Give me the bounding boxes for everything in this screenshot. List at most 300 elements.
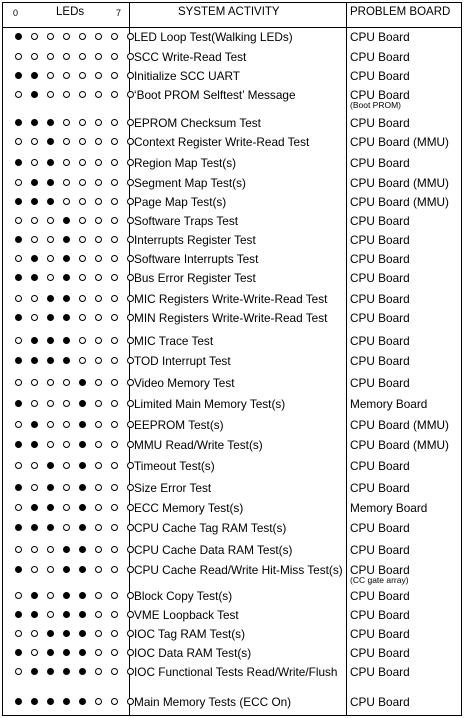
led-pattern (12, 136, 132, 149)
led-pattern (12, 253, 132, 266)
problem-board-cell: CPU Board (350, 589, 410, 603)
led-off-indicator (47, 274, 54, 281)
led-on-indicator (31, 668, 38, 675)
led-on-indicator (31, 255, 38, 262)
led-pattern (12, 647, 132, 660)
led-on-indicator (31, 179, 38, 186)
led-on-indicator (79, 546, 86, 553)
led-off-indicator (95, 668, 102, 675)
problem-board-cell: CPU Board (350, 156, 410, 170)
led-off-indicator (79, 179, 86, 186)
problem-board-cell: CPU Board (350, 608, 410, 622)
led-off-indicator (111, 255, 118, 262)
led-off-indicator (15, 217, 22, 224)
led-off-indicator (31, 566, 38, 573)
led-off-indicator (95, 138, 102, 145)
problem-board-note: (CC gate array) (350, 575, 409, 585)
led-off-indicator (79, 91, 86, 98)
led-pattern (12, 89, 132, 102)
led-off-indicator (111, 357, 118, 364)
led-off-indicator (47, 72, 54, 79)
led-off-indicator (127, 379, 134, 386)
led-pattern (12, 696, 132, 709)
system-activity-cell: Size Error Test (134, 481, 212, 495)
led-off-indicator (31, 379, 38, 386)
led-off-indicator (111, 337, 118, 344)
led-off-indicator (95, 179, 102, 186)
led-off-indicator (127, 441, 134, 448)
led-off-indicator (127, 274, 134, 281)
led-off-indicator (95, 314, 102, 321)
led-off-indicator (15, 337, 22, 344)
led-on-indicator (31, 72, 38, 79)
led-off-indicator (95, 159, 102, 166)
led-pattern (12, 355, 132, 368)
led-off-indicator (79, 337, 86, 344)
led-on-indicator (63, 274, 70, 281)
led-on-indicator (63, 668, 70, 675)
led-off-indicator (95, 546, 102, 553)
led-on-indicator (15, 441, 22, 448)
led-on-indicator (47, 179, 54, 186)
led-on-indicator (15, 274, 22, 281)
system-activity-cell: Context Register Write-Read Test (134, 135, 310, 149)
led-on-indicator (47, 462, 54, 469)
led-on-indicator (31, 611, 38, 618)
led-on-indicator (63, 649, 70, 656)
led-on-indicator (79, 441, 86, 448)
problem-board-cell: CPU Board (350, 563, 410, 577)
led-off-indicator (79, 274, 86, 281)
led-off-indicator (95, 236, 102, 243)
led-on-indicator (79, 592, 86, 599)
led-on-indicator (63, 611, 70, 618)
system-activity-cell: Interrupts Register Test (134, 233, 256, 247)
led-off-indicator (127, 179, 134, 186)
column-divider (346, 2, 347, 716)
led-off-indicator (63, 379, 70, 386)
led-off-indicator (127, 119, 134, 126)
led-off-indicator (47, 53, 54, 60)
led-off-indicator (31, 484, 38, 491)
led-off-indicator (111, 274, 118, 281)
led-on-indicator (47, 159, 54, 166)
led-off-indicator (127, 255, 134, 262)
led-off-indicator (31, 630, 38, 637)
problem-board-cell: CPU Board (350, 334, 410, 348)
problem-board-note: (Boot PROM) (350, 100, 402, 110)
system-activity-cell: Bus Error Register Test (134, 271, 256, 285)
led-pattern (12, 335, 132, 348)
led-off-indicator (47, 566, 54, 573)
led-off-indicator (95, 357, 102, 364)
led-off-indicator (79, 33, 86, 40)
led-off-indicator (31, 217, 38, 224)
led-off-indicator (15, 379, 22, 386)
system-activity-cell: MIN Registers Write-Write-Read Test (134, 311, 328, 325)
system-activity-cell: CPU Cache Data RAM Test(s) (134, 543, 293, 557)
led-on-indicator (47, 314, 54, 321)
led-off-indicator (47, 91, 54, 98)
led-off-indicator (47, 611, 54, 618)
led-pattern (12, 272, 132, 285)
led-off-indicator (15, 53, 22, 60)
problem-board-cell: CPU Board (350, 214, 410, 228)
led-off-indicator (63, 462, 70, 469)
led-on-indicator (47, 198, 54, 205)
led-off-indicator (63, 72, 70, 79)
led-off-indicator (63, 421, 70, 428)
system-activity-cell: Page Map Test(s) (134, 195, 227, 209)
led-pattern (12, 312, 132, 325)
system-activity-cell: IOC Functional Tests Read/Write/Flush (134, 665, 338, 679)
problem-board-cell: CPU Board (MMU) (350, 195, 449, 209)
led-off-indicator (95, 421, 102, 428)
system-activity-cell: TOD Interrupt Test (134, 354, 231, 368)
led-pattern (12, 234, 132, 247)
system-activity-cell: ECC Memory Test(s) (134, 501, 244, 515)
led-off-indicator (111, 236, 118, 243)
led-off-indicator (79, 217, 86, 224)
led-pattern (12, 564, 132, 577)
led-on-indicator (63, 217, 70, 224)
led-off-indicator (127, 33, 134, 40)
led-off-indicator (127, 504, 134, 511)
led-off-indicator (15, 179, 22, 186)
system-activity-cell: Initialize SCC UART (134, 69, 240, 83)
led-off-indicator (63, 33, 70, 40)
problem-board-cell: CPU Board (350, 521, 410, 535)
led-on-indicator (79, 504, 86, 511)
led-on-indicator (79, 379, 86, 386)
led-off-indicator (31, 649, 38, 656)
led-pattern (12, 215, 132, 228)
system-activity-cell: MMU Read/Write Test(s) (134, 438, 263, 452)
led-off-indicator (111, 504, 118, 511)
led-off-indicator (63, 179, 70, 186)
problem-board-cell: CPU Board (350, 646, 410, 660)
led-on-indicator (79, 524, 86, 531)
led-off-indicator (47, 592, 54, 599)
led-on-indicator (63, 236, 70, 243)
led-on-indicator (15, 484, 22, 491)
led-off-indicator (95, 504, 102, 511)
led-pattern (12, 544, 132, 557)
led-on-indicator (47, 337, 54, 344)
led-on-indicator (31, 698, 38, 705)
led-on-indicator (79, 462, 86, 469)
system-activity-cell: Segment Map Test(s) (134, 176, 246, 190)
problem-board-cell: CPU Board (350, 543, 410, 557)
problem-board-cell: Memory Board (350, 397, 428, 411)
led-on-indicator (31, 357, 38, 364)
led-on-indicator (31, 337, 38, 344)
led-off-indicator (95, 400, 102, 407)
led-off-indicator (111, 72, 118, 79)
led-off-indicator (79, 138, 86, 145)
leds-header: LEDs (56, 6, 85, 18)
led-on-indicator (15, 236, 22, 243)
led-off-indicator (63, 53, 70, 60)
led-off-indicator (111, 611, 118, 618)
led-on-indicator (63, 698, 70, 705)
system-activity-header: SYSTEM ACTIVITY (178, 6, 280, 18)
led-on-indicator (63, 566, 70, 573)
led-off-indicator (31, 53, 38, 60)
led-on-indicator (79, 611, 86, 618)
led-on-indicator (31, 91, 38, 98)
led-on-indicator (47, 649, 54, 656)
led-off-indicator (127, 314, 134, 321)
led-off-indicator (127, 198, 134, 205)
led-off-indicator (95, 462, 102, 469)
led-pattern (12, 502, 132, 515)
led-on-indicator (79, 668, 86, 675)
led-off-indicator (47, 255, 54, 262)
led-off-indicator (31, 462, 38, 469)
problem-board-cell: CPU Board (350, 311, 410, 325)
led-on-indicator (31, 198, 38, 205)
system-activity-cell: LED Loop Test(Walking LEDs) (134, 30, 293, 44)
led-off-indicator (15, 504, 22, 511)
led-on-indicator (47, 138, 54, 145)
led-off-indicator (95, 441, 102, 448)
led-off-indicator (127, 217, 134, 224)
led-off-indicator (95, 295, 102, 302)
led-on-indicator (15, 198, 22, 205)
problem-board-header: PROBLEM BOARD (350, 6, 451, 18)
led-off-indicator (63, 119, 70, 126)
led-on-indicator (31, 421, 38, 428)
led-off-indicator (111, 649, 118, 656)
system-activity-cell: IOC Tag RAM Test(s) (134, 627, 246, 641)
led-off-indicator (63, 138, 70, 145)
led-pattern (12, 482, 132, 495)
led-off-indicator (127, 484, 134, 491)
led-on-indicator (31, 119, 38, 126)
led-off-indicator (111, 33, 118, 40)
led-off-indicator (95, 217, 102, 224)
led-on-indicator (63, 314, 70, 321)
led-on-indicator (31, 524, 38, 531)
led-off-indicator (47, 33, 54, 40)
led-off-indicator (127, 400, 134, 407)
led-off-indicator (95, 274, 102, 281)
system-activity-cell: MIC Registers Write-Write-Read Test (134, 292, 328, 306)
led-off-indicator (47, 379, 54, 386)
led-off-indicator (127, 524, 134, 531)
led-off-indicator (79, 72, 86, 79)
led-on-indicator (63, 592, 70, 599)
led-on-indicator (15, 159, 22, 166)
system-activity-cell: SCC Write-Read Test (134, 50, 247, 64)
led-off-indicator (31, 236, 38, 243)
led-off-indicator (15, 138, 22, 145)
led-off-indicator (111, 314, 118, 321)
led-on-indicator (63, 255, 70, 262)
led-off-indicator (111, 441, 118, 448)
led-on-indicator (63, 357, 70, 364)
led-off-indicator (127, 72, 134, 79)
led-off-indicator (47, 441, 54, 448)
led-off-indicator (47, 217, 54, 224)
system-activity-cell: EPROM Checksum Test (134, 116, 261, 130)
led-off-indicator (111, 53, 118, 60)
led-pattern (12, 51, 132, 64)
led-off-indicator (63, 159, 70, 166)
led-off-indicator (15, 592, 22, 599)
led-off-indicator (95, 33, 102, 40)
led-off-indicator (111, 198, 118, 205)
led-off-indicator (95, 630, 102, 637)
led-off-indicator (95, 53, 102, 60)
led-on-indicator (63, 295, 70, 302)
led-off-indicator (127, 546, 134, 553)
led-pattern (12, 590, 132, 603)
led-off-indicator (31, 159, 38, 166)
led-off-indicator (63, 91, 70, 98)
led-on-indicator (31, 441, 38, 448)
led-off-indicator (111, 421, 118, 428)
system-activity-cell: Video Memory Test (134, 376, 235, 390)
led-off-indicator (127, 630, 134, 637)
led-off-indicator (111, 379, 118, 386)
led-off-indicator (79, 314, 86, 321)
system-activity-cell: CPU Cache Tag RAM Test(s) (134, 521, 287, 535)
led-off-indicator (47, 400, 54, 407)
led-pattern (12, 293, 132, 306)
system-activity-cell: CPU Cache Read/Write Hit-Miss Test(s) (134, 563, 343, 577)
led-off-indicator (15, 421, 22, 428)
problem-board-cell: CPU Board (350, 481, 410, 495)
led-off-indicator (15, 295, 22, 302)
led-off-indicator (127, 295, 134, 302)
system-activity-cell: Software Traps Test (134, 214, 239, 228)
led-off-indicator (127, 337, 134, 344)
led-off-indicator (111, 91, 118, 98)
led-off-indicator (95, 698, 102, 705)
led-off-indicator (63, 441, 70, 448)
led-off-indicator (95, 255, 102, 262)
led-off-indicator (127, 421, 134, 428)
led-off-indicator (63, 400, 70, 407)
led-off-indicator (95, 379, 102, 386)
problem-board-cell: CPU Board (350, 665, 410, 679)
led-off-indicator (95, 566, 102, 573)
led-on-indicator (79, 630, 86, 637)
led-off-indicator (95, 337, 102, 344)
problem-board-cell: CPU Board (350, 271, 410, 285)
problem-board-cell: CPU Board (350, 116, 410, 130)
led-off-indicator (111, 217, 118, 224)
led-off-indicator (127, 649, 134, 656)
led-on-indicator (15, 611, 22, 618)
led-off-indicator (47, 546, 54, 553)
problem-board-cell: CPU Board (MMU) (350, 438, 449, 452)
problem-board-cell: CPU Board (350, 88, 410, 102)
problem-board-cell: CPU Board (MMU) (350, 418, 449, 432)
led-pattern (12, 460, 132, 473)
led-on-indicator (47, 504, 54, 511)
led-off-indicator (95, 649, 102, 656)
problem-board-cell: CPU Board (350, 233, 410, 247)
led-pattern (12, 522, 132, 535)
led-off-indicator (79, 198, 86, 205)
led-pattern (12, 31, 132, 44)
led-pattern (12, 177, 132, 190)
led-off-indicator (31, 314, 38, 321)
led-off-indicator (95, 592, 102, 599)
led-off-indicator (111, 546, 118, 553)
problem-board-cell: CPU Board (350, 695, 410, 709)
led-off-indicator (127, 159, 134, 166)
led-off-indicator (79, 53, 86, 60)
led-off-indicator (31, 546, 38, 553)
led-off-indicator (47, 236, 54, 243)
led-on-indicator (79, 566, 86, 573)
led-off-indicator (79, 119, 86, 126)
led-on-indicator (15, 698, 22, 705)
led-on-indicator (31, 592, 38, 599)
led-on-indicator (47, 295, 54, 302)
led-off-indicator (95, 91, 102, 98)
led-off-indicator (79, 159, 86, 166)
led-off-indicator (111, 592, 118, 599)
led-off-indicator (79, 357, 86, 364)
led-end-label: 7 (116, 8, 122, 18)
led-on-indicator (15, 649, 22, 656)
problem-board-cell: CPU Board (350, 627, 410, 641)
led-off-indicator (111, 668, 118, 675)
system-activity-cell: Region Map Test(s) (134, 156, 237, 170)
led-off-indicator (127, 53, 134, 60)
led-on-indicator (31, 504, 38, 511)
led-off-indicator (111, 179, 118, 186)
led-pattern (12, 628, 132, 641)
led-off-indicator (31, 138, 38, 145)
problem-board-cell: CPU Board (350, 30, 410, 44)
led-off-indicator (127, 138, 134, 145)
led-on-indicator (47, 630, 54, 637)
led-off-indicator (127, 91, 134, 98)
led-off-indicator (47, 421, 54, 428)
led-on-indicator (15, 400, 22, 407)
led-off-indicator (95, 611, 102, 618)
led-on-indicator (47, 119, 54, 126)
led-off-indicator (31, 295, 38, 302)
problem-board-cell: CPU Board (350, 252, 410, 266)
led-start-label: 0 (13, 8, 19, 18)
led-pattern (12, 398, 132, 411)
led-on-indicator (47, 524, 54, 531)
system-activity-cell: VME Loopback Test (134, 608, 239, 622)
led-on-indicator (15, 119, 22, 126)
led-off-indicator (31, 33, 38, 40)
led-on-indicator (47, 484, 54, 491)
problem-board-cell: CPU Board (MMU) (350, 135, 449, 149)
system-activity-cell: Timeout Test(s) (134, 459, 215, 473)
led-off-indicator (111, 630, 118, 637)
led-off-indicator (15, 255, 22, 262)
led-on-indicator (79, 649, 86, 656)
led-off-indicator (111, 484, 118, 491)
led-off-indicator (79, 255, 86, 262)
system-activity-cell: Software Interrupts Test (134, 252, 259, 266)
led-off-indicator (127, 592, 134, 599)
led-pattern (12, 609, 132, 622)
problem-board-cell: CPU Board (350, 376, 410, 390)
led-pattern (12, 70, 132, 83)
